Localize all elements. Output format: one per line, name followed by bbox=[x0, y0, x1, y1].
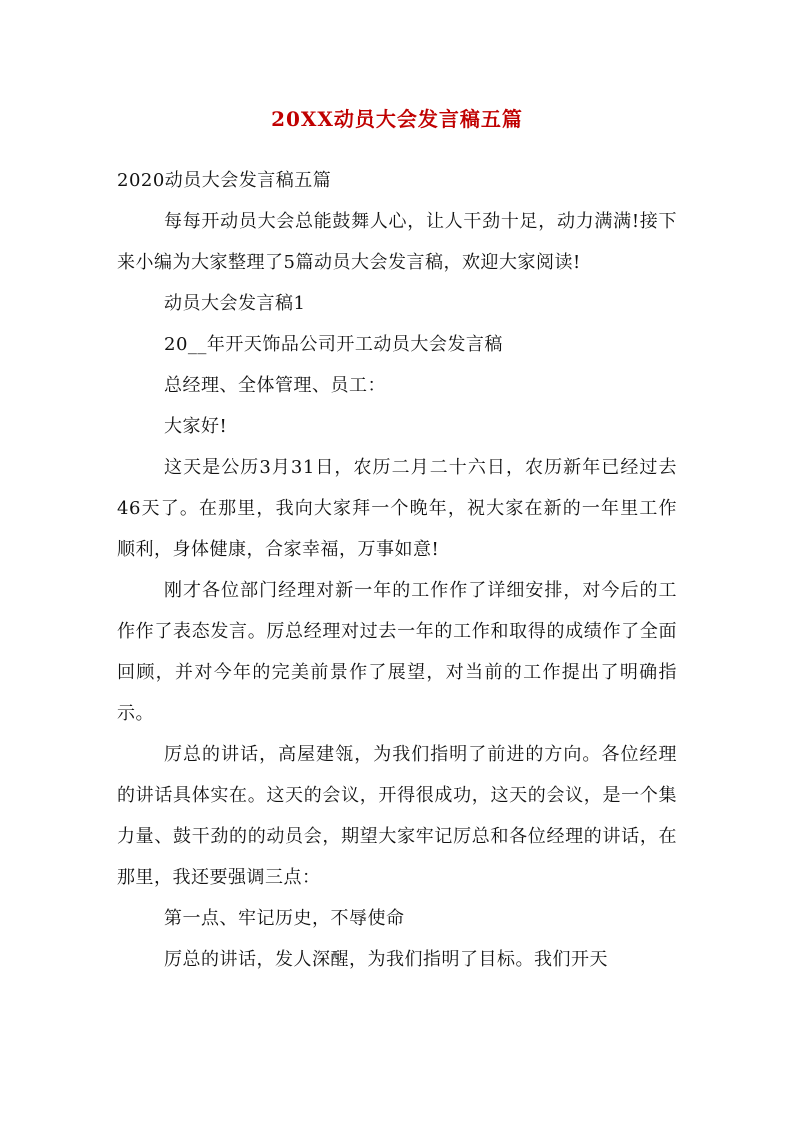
speech-title-paragraph: 20__年开天饰品公司开工动员大会发言稿 bbox=[164, 334, 503, 355]
intro-paragraph: 每每开动员大会总能鼓舞人心，让人干劲十足，动力满满!接下来小编为大家整理了5篇动员大会发言稿，欢迎大家阅读! bbox=[117, 211, 677, 273]
salutation-paragraph: 总经理、全体管理、员工： bbox=[164, 375, 386, 396]
section-heading: 动员大会发言稿1 bbox=[164, 293, 306, 314]
point-heading: 第一点、牢记历史，不辱使命 bbox=[164, 908, 405, 929]
body-paragraph: 刚才各位部门经理对新一年的工作作了详细安排，对今后的工作作了表态发言。厉总经理对过去一年的工作和取得的成绩作了全面回顾，并对今年的完美前景作了展望，对当前的工作提出了明确指示。 bbox=[117, 580, 677, 724]
document-title: 20XX动员大会发言稿五篇 bbox=[271, 107, 523, 131]
body-paragraph: 这天是公历3月31日，农历二月二十六日，农历新年已经过去46天了。在那里，我向大家拜一个晚年，祝大家在新的一年里工作顺利，身体健康，合家幸福，万事如意! bbox=[117, 457, 677, 560]
greeting-paragraph: 大家好! bbox=[164, 416, 228, 437]
document-body bbox=[117, 160, 677, 980]
subtitle-paragraph: 2020动员大会发言稿五篇 bbox=[117, 170, 332, 191]
body-paragraph: 厉总的讲话，发人深醒，为我们指明了目标。我们开天 bbox=[164, 949, 608, 970]
body-paragraph: 厉总的讲话，高屋建瓴，为我们指明了前进的方向。各位经理的讲话具体实在。这天的会议，开得很成功，这天的会议，是一个集力量、鼓干劲的的动员会，期望大家牢记厉总和各位经理的讲话，在那里，我还要强调三点： bbox=[117, 744, 677, 888]
